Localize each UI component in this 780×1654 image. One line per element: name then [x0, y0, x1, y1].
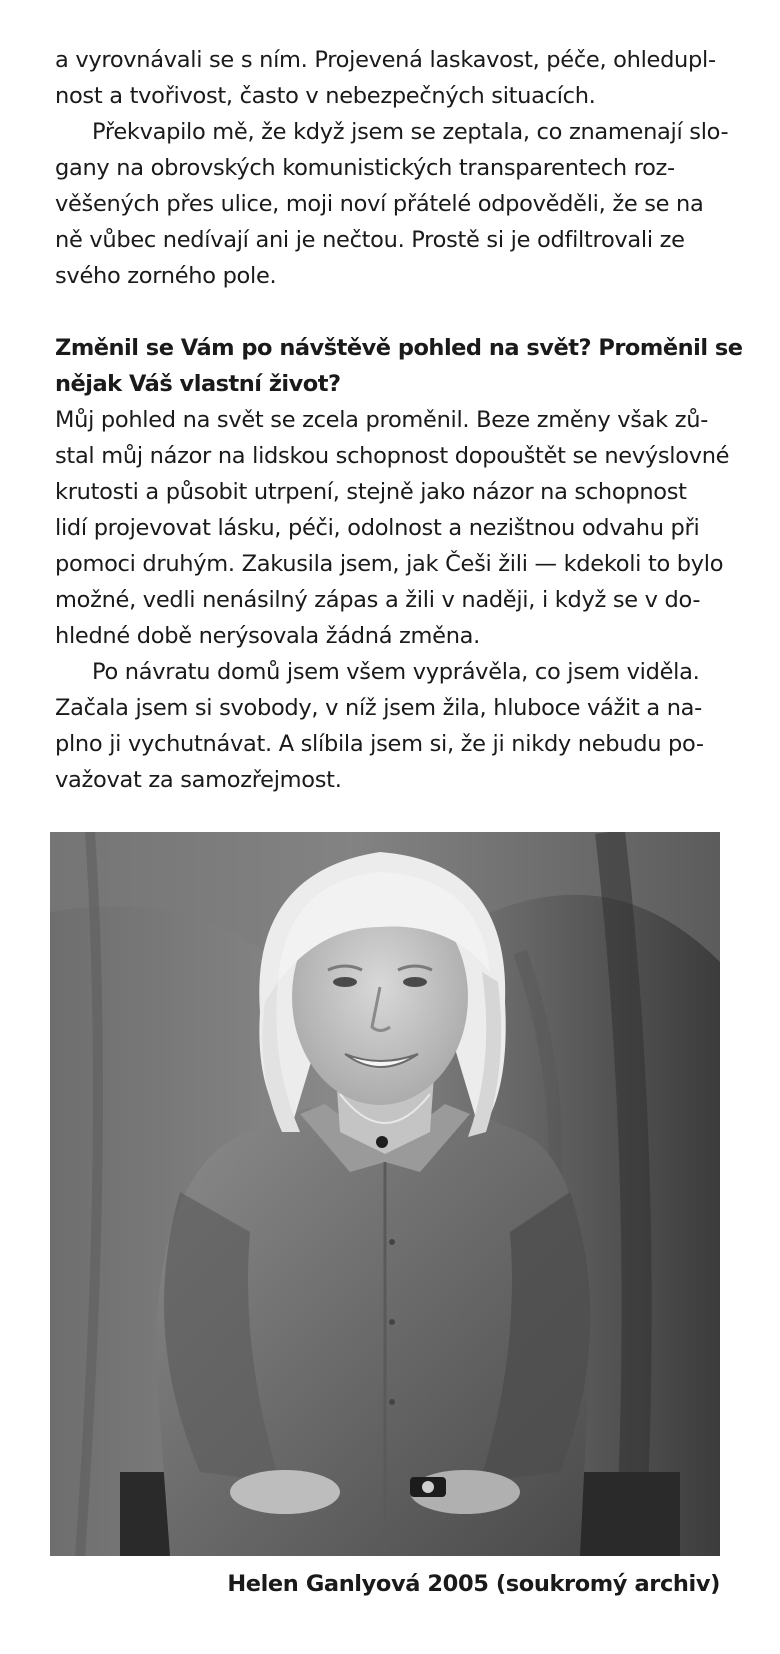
text-line: gany na obrovských komunistických transparentech roz-	[55, 155, 675, 181]
text-line: věšených přes ulice, moji noví přátelé odpověděli, že se na	[55, 191, 704, 217]
interview-question	[55, 330, 743, 402]
text-line: stal můj názor na lidskou schopnost dopouštět se nevýslovné	[55, 443, 730, 469]
question-line: nějak Váš vlastní život?	[55, 371, 341, 397]
text-line: Po návratu domů jsem všem vyprávěla, co jsem viděla.	[92, 659, 700, 685]
portrait-photo	[50, 832, 720, 1556]
text-line: lidí projevovat lásku, péči, odolnost a nezištnou odvahu při	[55, 515, 700, 541]
paragraph-continued	[55, 42, 735, 114]
answer-paragraph-2	[55, 654, 735, 798]
text-line: hledné době nerýsovala žádná změna.	[55, 623, 481, 649]
text-line: Začala jsem si svobody, v níž jsem žila, hluboce vážit a na-	[55, 695, 702, 721]
text-line: važovat za samozřejmost.	[55, 767, 342, 793]
document-text	[55, 42, 743, 798]
paragraph-slogans	[55, 114, 735, 294]
text-line: ně vůbec nedívají ani je nečtou. Prostě si je odfiltrovali ze	[55, 227, 685, 253]
photo-caption: Helen Ganlyová 2005 (soukromý archiv)	[227, 1571, 720, 1597]
text-line: možné, vedli nenásilný zápas a žili v naději, i když se v do-	[55, 587, 701, 613]
answer-paragraph-1	[55, 402, 735, 654]
question-line: Změnil se Vám po návštěvě pohled na svět? Proměnil se	[55, 335, 743, 361]
text-line: a vyrovnávali se s ním. Projevená laskavost, péče, ohledupl-	[55, 47, 716, 73]
portrait-illustration	[50, 832, 720, 1556]
text-line: krutosti a působit utrpení, stejně jako názor na schopnost	[55, 479, 687, 505]
text-line: nost a tvořivost, často v nebezpečných situacích.	[55, 83, 596, 109]
text-line: pomoci druhým. Zakusila jsem, jak Češi žili — kdekoli to bylo	[55, 551, 724, 577]
text-line: Překvapilo mě, že když jsem se zeptala, co znamenají slo-	[92, 119, 729, 145]
text-line: Můj pohled na svět se zcela proměnil. Beze změny však zů-	[55, 407, 709, 433]
text-line: svého zorného pole.	[55, 263, 277, 289]
text-line: plno ji vychutnávat. A slíbila jsem si, že ji nikdy nebudu po-	[55, 731, 704, 757]
